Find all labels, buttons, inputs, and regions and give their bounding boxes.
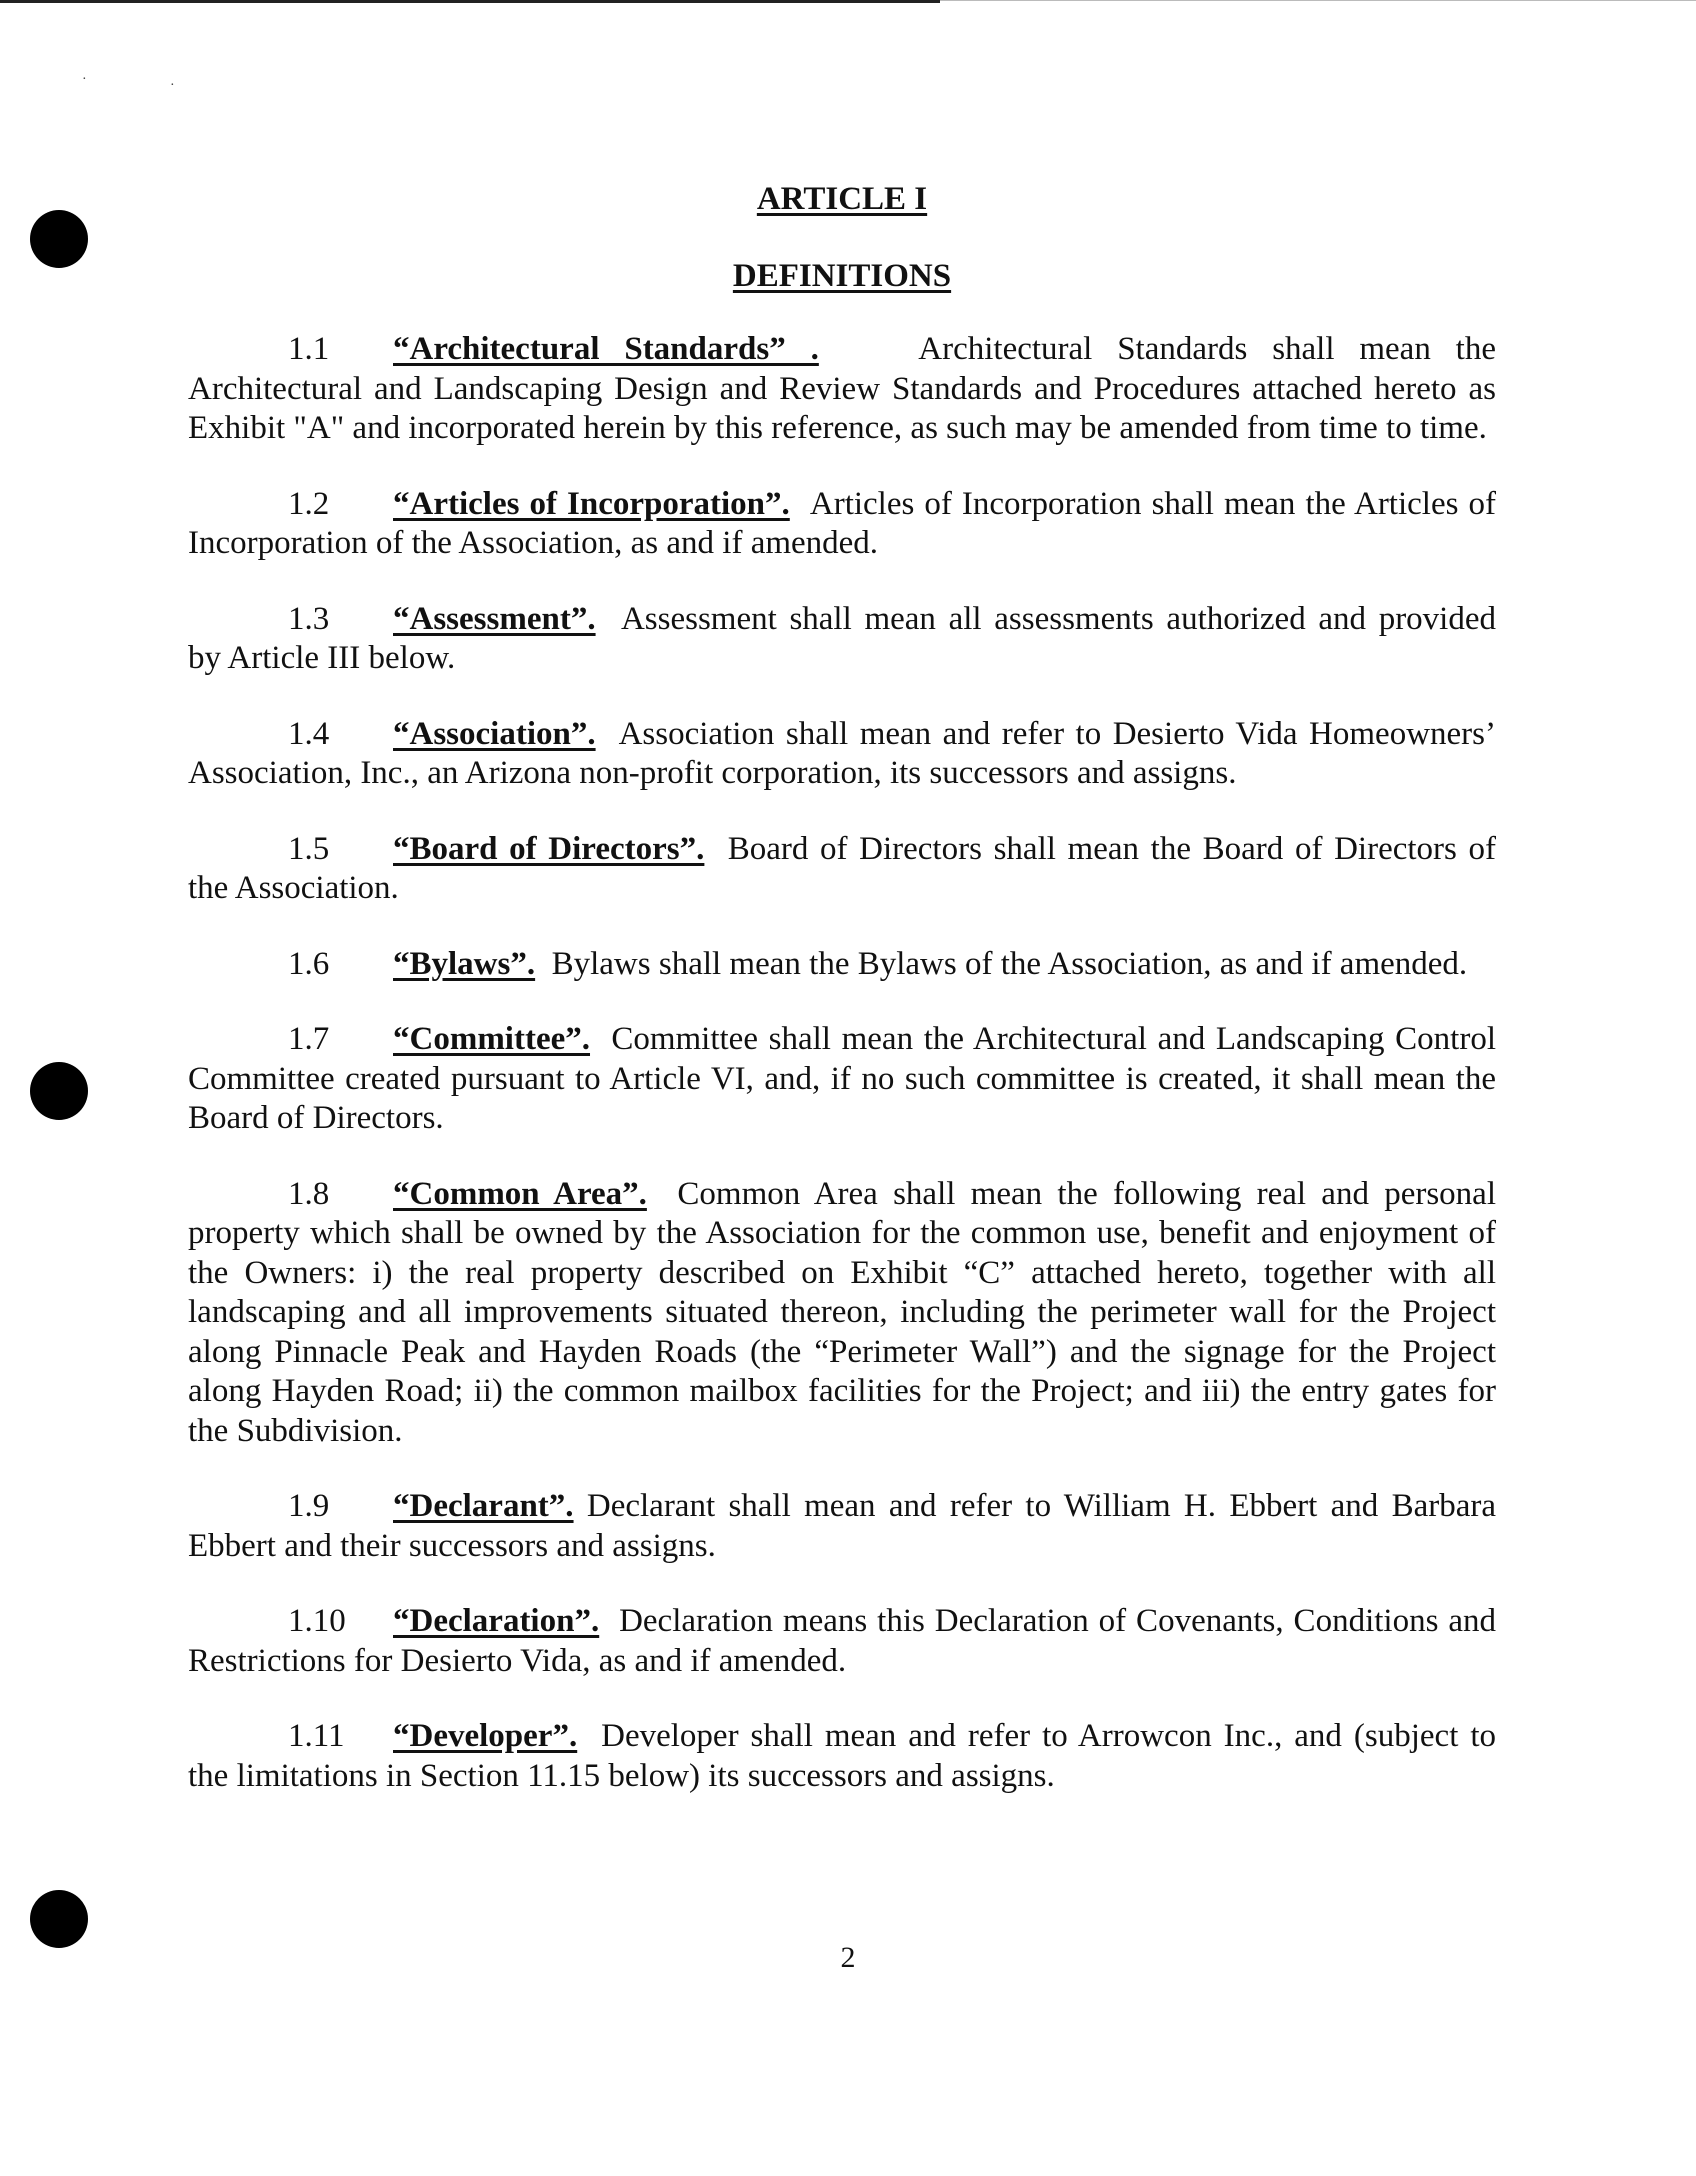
definition-clause — [188, 600, 1496, 679]
defined-term: “Committee”. — [393, 1021, 591, 1057]
clause-number: 1.2 — [288, 485, 330, 522]
definition-clause — [188, 485, 1496, 564]
definition-clause — [188, 1487, 1496, 1566]
clause-text: Bylaws shall mean the Bylaws of the Association, as and if amended. — [551, 945, 1468, 982]
punch-hole-top — [30, 210, 88, 268]
definition-clause — [188, 1602, 1496, 1681]
scan-speck: · — [82, 72, 87, 87]
clause-text: Common Area shall mean the following real and personal property which shall be owned by the Association for the common use, benefit and enjoyment of the Owners: i) the real property described on Exhibit “C” attached hereto, together with all landscaping and all improvements situated thereon, including the perimeter wall for the Project along Pinnacle Peak and Hayden Roads (the “Perimeter Wall”) and the signage for the Project along Hayden Road; ii) the common mailbox facilities for the Project; and iii) the entry gates for the Subdivision. — [188, 1175, 1496, 1449]
clause-number: 1.10 — [288, 1603, 346, 1639]
definition-clause — [188, 1717, 1496, 1796]
scan-top-edge-faint — [940, 0, 1696, 1]
punch-hole-middle — [30, 1062, 88, 1120]
clause-number: 1.11 — [288, 1718, 345, 1754]
definition-clause — [188, 830, 1496, 909]
scan-top-edge — [0, 0, 940, 3]
clause-text: Articles of Incorporation shall mean the Articles of Incorporation of the Association, as and if amended. — [188, 485, 1496, 561]
definition-clause — [188, 330, 1496, 449]
clause-number: 1.4 — [288, 715, 330, 752]
defined-term: “Developer”. — [393, 1718, 578, 1754]
clause-number: 1.7 — [288, 1021, 330, 1057]
clause-text: Declarant shall mean and refer to William H. Ebbert and Barbara Ebbert and their successors and assigns. — [188, 1488, 1497, 1564]
clause-number: 1.1 — [288, 331, 330, 367]
clause-number: 1.3 — [288, 600, 330, 637]
clause-number: 1.8 — [288, 1175, 330, 1212]
clause-number: 1.9 — [288, 1488, 330, 1524]
defined-term: “Declarant”. — [393, 1488, 574, 1524]
definition-clause — [188, 715, 1496, 794]
defined-term: “Architectural Standards” . — [393, 331, 819, 367]
scan-speck: · — [170, 78, 175, 93]
clause-text: Association shall mean and refer to Desierto Vida Homeowners’ Association, Inc., an Arizona non-profit corporation, its successors and assigns. — [188, 715, 1496, 791]
clause-text: Assessment shall mean all assessments authorized and provided by Article III below. — [188, 600, 1497, 676]
article-heading: ARTICLE I — [756, 181, 928, 217]
definition-clause — [188, 1175, 1496, 1452]
defined-term: “Common Area”. — [393, 1175, 647, 1212]
clause-text: Architectural Standards shall mean the Architectural and Landscaping Design and Review Standards and Procedures attached hereto as Exhibit "A" and incorporated herein by this reference, as such may be amended from time to time. — [188, 331, 1497, 446]
defined-term: “Articles of Incorporation”. — [393, 485, 790, 522]
document-body — [188, 180, 1496, 1832]
clause-number: 1.5 — [288, 830, 330, 867]
clause-text: Board of Directors shall mean the Board of Directors of the Association. — [188, 830, 1497, 906]
defined-term: “Assessment”. — [393, 600, 596, 637]
clause-text: Committee shall mean the Architectural and Landscaping Control Committee created pursuant to Article VI, and, if no such committee is created, it shall mean the Board of Directors. — [188, 1021, 1496, 1136]
defined-term: “Board of Directors”. — [393, 830, 705, 867]
definition-clause — [188, 945, 1496, 985]
definition-clause — [188, 1020, 1496, 1139]
defined-term: “Bylaws”. — [393, 945, 536, 982]
clause-text: Developer shall mean and refer to Arrowcon Inc., and (subject to the limitations in Section 11.15 below) its successors and assigns. — [188, 1718, 1496, 1794]
defined-term: “Association”. — [393, 715, 596, 752]
clause-number: 1.6 — [288, 945, 330, 982]
section-heading: DEFINITIONS — [732, 257, 952, 294]
punch-hole-bottom — [30, 1890, 88, 1948]
defined-term: “Declaration”. — [393, 1603, 600, 1639]
page-number: 2 — [840, 1941, 856, 1974]
clause-text: Declaration means this Declaration of Covenants, Conditions and Restrictions for Desierto Vida, as and if amended. — [188, 1603, 1497, 1679]
